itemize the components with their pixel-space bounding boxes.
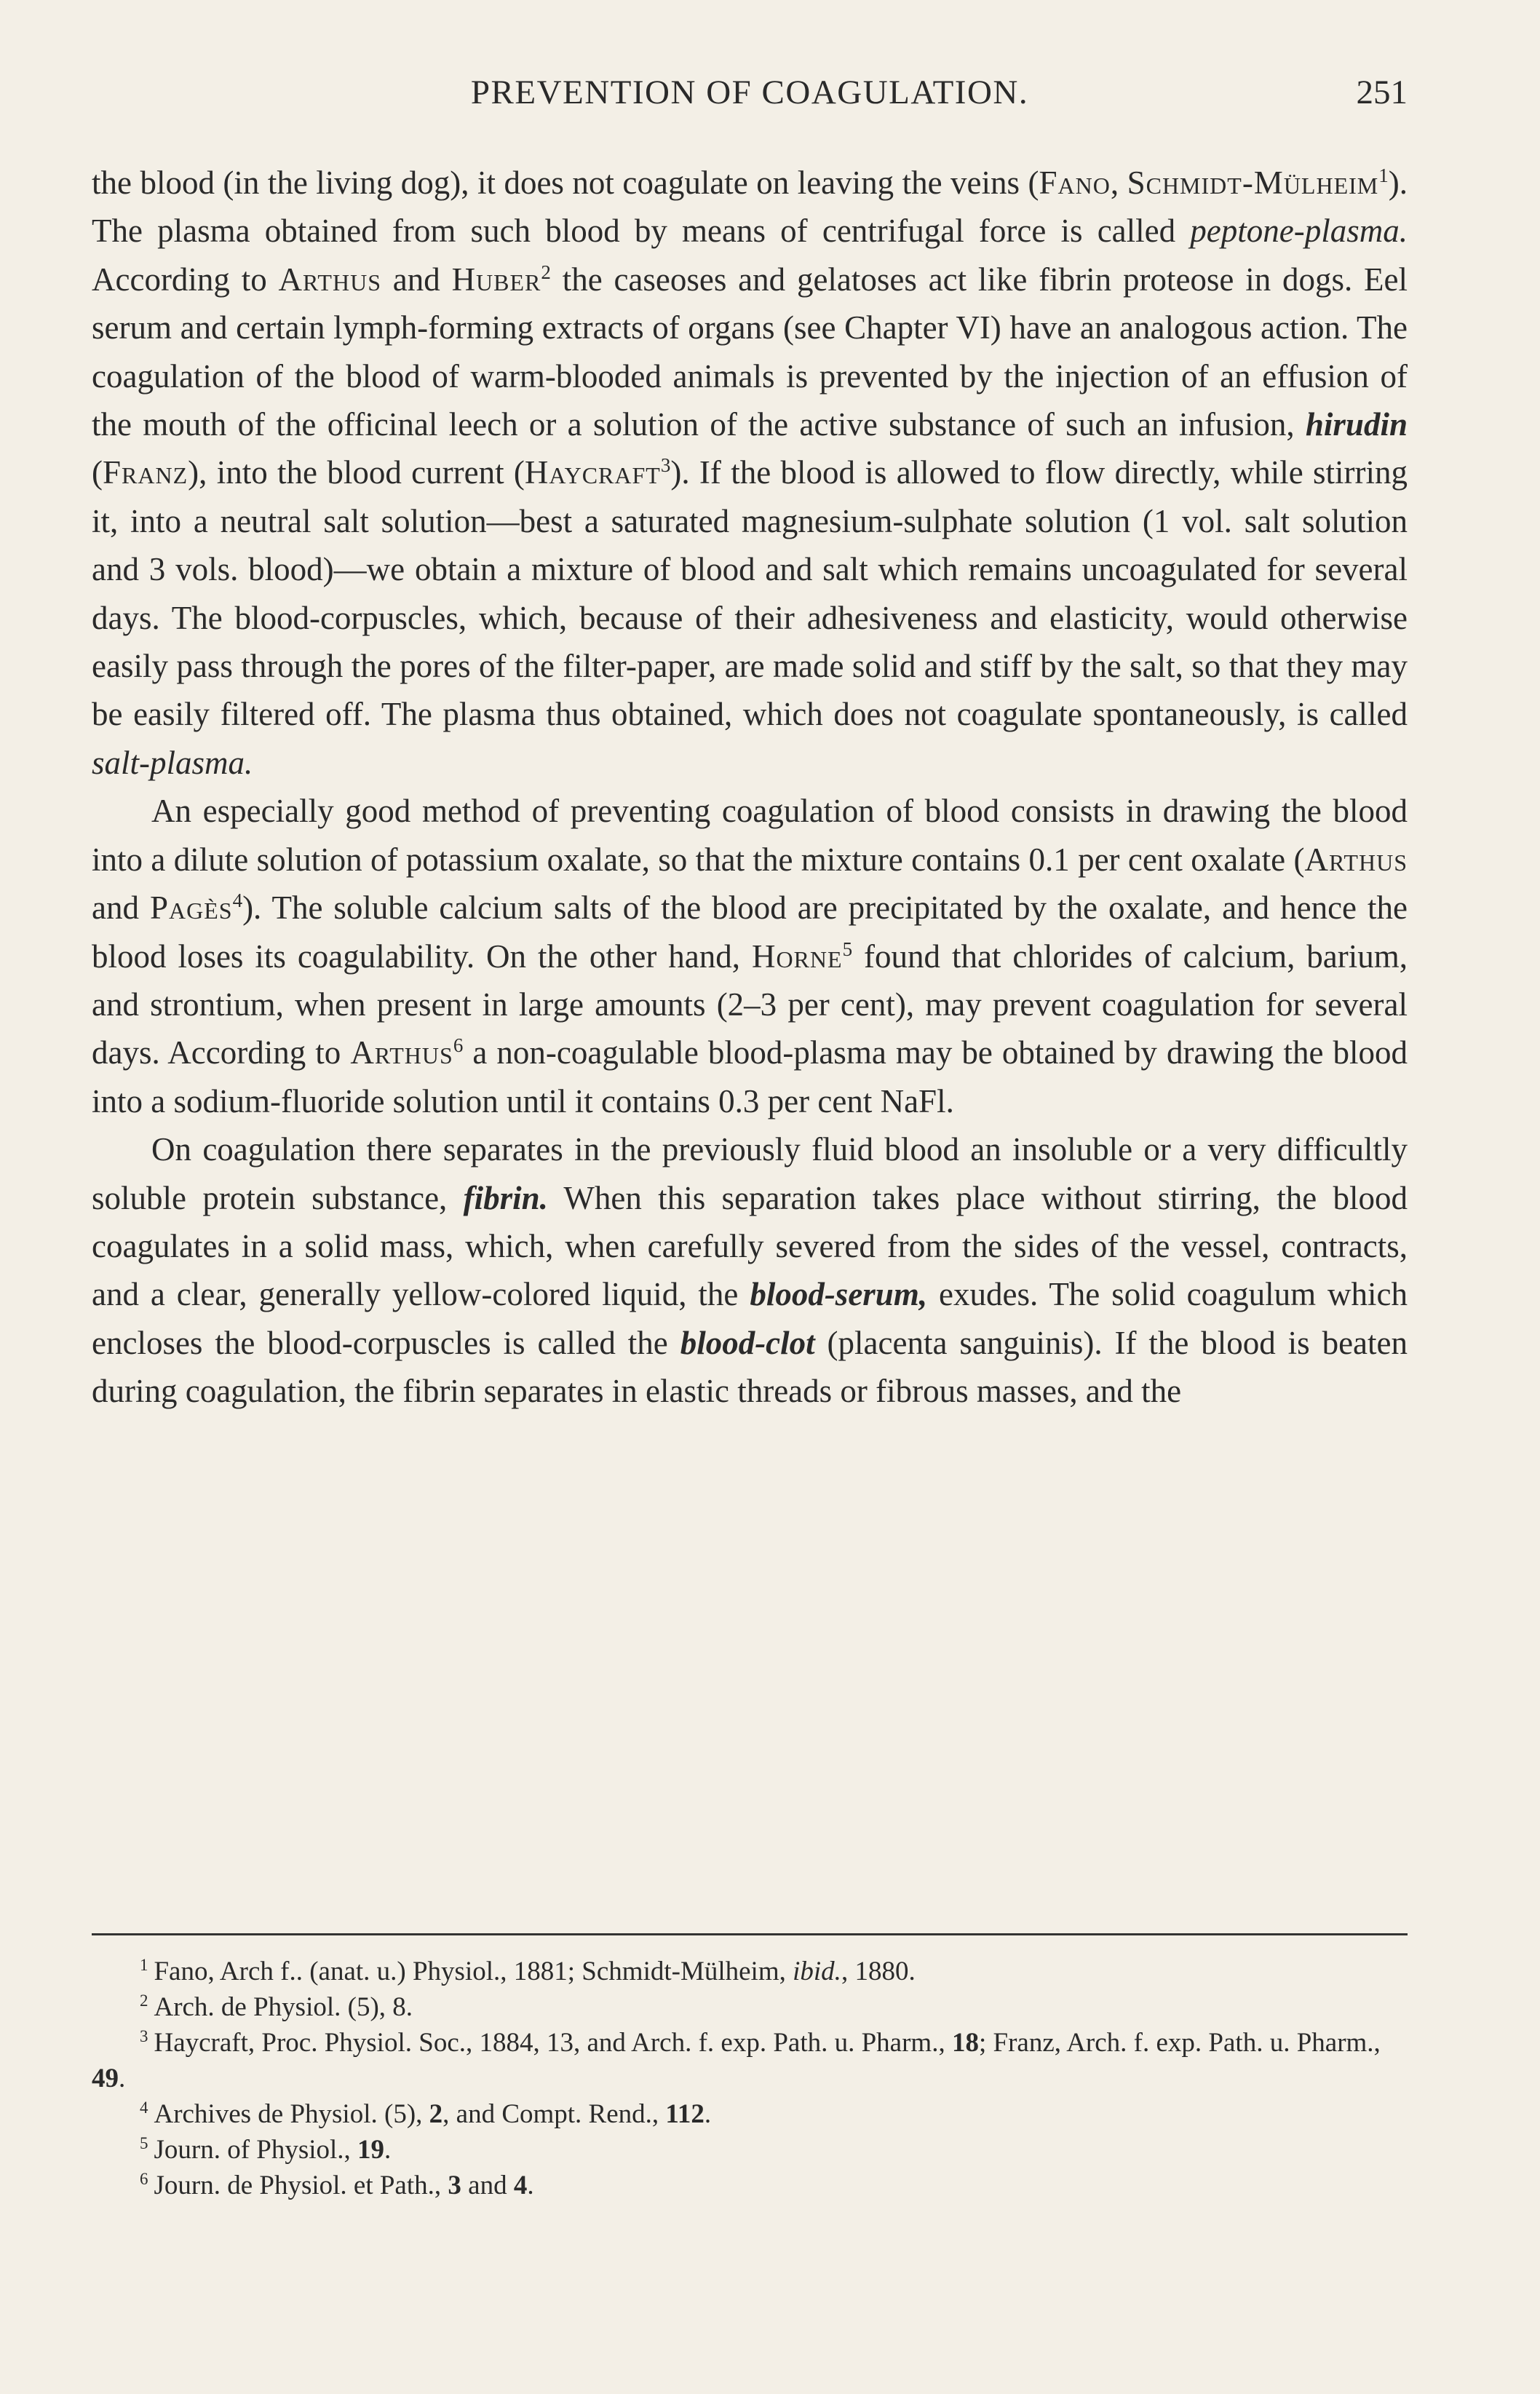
volume-number: 49 [92,2064,119,2093]
text-run: ), into the blood current ( [188,454,525,491]
running-title: PREVENTION OF COAGULATION. [470,74,1029,111]
footnote-ref: 2 [541,261,551,283]
footnote-number: 3 [140,2026,148,2045]
volume-number: 18 [951,2028,979,2058]
author-name: Horne [751,938,843,975]
footnote [92,2168,1408,2203]
text-run: Journ. of Physiol., [154,2135,358,2165]
emphasized-term: fibrin. [463,1179,548,1216]
text-run: and [461,2171,514,2200]
text-run: , and Compt. Rend., [442,2099,666,2129]
footnote-number: 4 [140,2098,148,2117]
author-name: Franz [103,454,188,491]
text-run: , [1110,165,1127,201]
volume-number: 2 [429,2099,443,2129]
paragraph [92,787,1408,1125]
footnote [92,1989,1408,2025]
footnote [92,1954,1408,1989]
footnote-ref: 1 [1378,165,1389,186]
text-run: ). If the blood is allowed to flow directly, while stirring it, into a neutral salt solution—best a saturated magnesium-sulphate solution (1 vol. salt solution and 3 vols. blood)—we obtain a mixture of blood and salt which remains uncoagulated for several days. The blood-corpuscles, which, because of their adhesiveness and elasticity, would otherwise easily pass through the pores of the filter-paper, are made solid and stiff by the salt, so that they may be easily filtered off. The plasma thus obtained, which does not coagulate spontaneously, is called [92,454,1408,733]
italic-text: peptone-plasma. [1190,213,1408,250]
footnote-number: 5 [140,2133,148,2152]
emphasized-term: hirudin [1305,406,1408,443]
volume-number: 112 [665,2099,704,2129]
footnote-ref: 5 [842,938,853,960]
text-run: . [704,2099,712,2129]
text-run: and [381,261,452,298]
author-name: Fano [1039,165,1111,201]
text-run: , 1880. [841,1957,916,1986]
text-run: Journ. de Physiol. et Path., [154,2171,448,2200]
page-header [92,67,1408,118]
body-text [92,159,1408,1416]
text-run: ). The plasma obtained from such blood by means of centrifugal force is called [92,165,1408,250]
footnote-number: 1 [140,1955,148,1974]
footnote-number: 2 [140,1991,148,2010]
text-run: the caseoses and gelatoses act like fibrin proteose in dogs. Eel serum and certain lymph-forming extracts of organs (see Chapter VI) have an analogous action. The coagulation of the blood of warm-blooded animals is prevented by the injection of an effusion of the mouth of the officinal leech or a solution of the active substance of such an infusion, [92,261,1408,443]
text-run: An especially good method of preventing coagulation of blood consists in drawing the blood into a dilute solution of potassium oxalate, so that the mixture contains 0.1 per cent oxalate ( [92,793,1408,878]
volume-number: 4 [513,2171,528,2200]
footnote [92,2132,1408,2168]
text-run: ( [92,454,103,491]
author-name: Schmidt-Mülheim [1127,165,1379,201]
italic-text: ibid. [793,1957,841,1986]
text-run: Archives de Physiol. (5), [154,2099,429,2129]
author-name: Arthus [1304,841,1408,878]
text-run: and [92,889,150,927]
footnote-divider [92,1933,1408,1935]
text-run: Arch. de Physiol. (5), 8. [154,1992,413,2022]
text-run: According to [92,261,279,298]
emphasized-term: blood-clot [680,1324,815,1361]
text-run: the blood (in the living dog), it does not coagulate on leaving the veins ( [92,165,1039,201]
footnote [92,2025,1408,2096]
paragraph [92,1125,1408,1415]
footnotes [92,1954,1408,2203]
volume-number: 19 [357,2135,385,2165]
footnote-number: 6 [140,2169,148,2188]
page-number: 251 [1356,74,1408,111]
text-run: When this separation takes place without stirring, the blood coagulates in a solid mass, which, when carefully severed from the sides of the vessel, contracts, and a clear, generally yellow-colored liquid, the [92,1179,1408,1313]
volume-number: 3 [448,2171,461,2200]
text-run: exudes. The solid coagulum which encloses the blood-corpuscles is called the [92,1276,1408,1361]
text-run: Haycraft, Proc. Physiol. Soc., 1884, 13, and Arch. f. exp. Path. u. Pharm., [154,2028,952,2058]
footnote [92,2096,1408,2132]
footnote-ref: 3 [660,454,671,477]
author-name: Pagès [149,889,233,927]
text-run: On coagulation there separates in the previously fluid blood an insoluble or a very difficultly soluble protein substance, [92,1131,1408,1216]
italic-text: salt-plasma. [92,744,253,781]
text-run: . [527,2171,534,2200]
text-run: ; Franz, Arch. f. exp. Path. u. Pharm., [978,2028,1381,2058]
author-name: Huber [451,261,541,298]
text-run: found that chlorides of calcium, barium, and strontium, when present in large amounts (2–3 per cent), may prevent coagulation for several days. According to [92,938,1408,1071]
text-run: . [384,2135,392,2165]
footnote-ref: 6 [453,1034,464,1057]
author-name: Haycraft [524,454,661,491]
text-run: Fano, Arch f.. (anat. u.) Physiol., 1881; Schmidt-Mülheim, [154,1957,793,1986]
text-run: . [119,2064,126,2093]
author-name: Arthus [350,1034,453,1071]
footnote-ref: 4 [232,889,243,912]
text-run: a non-coagulable blood-plasma may be obtained by drawing the blood into a sodium-fluoride solution until it contains 0.3 per cent NaFl. [92,1034,1408,1119]
text-run: (placenta sanguinis). If the blood is beaten during coagulation, the fibrin separates in elastic threads or fibrous masses, and the [92,1324,1408,1410]
paragraph [92,159,1408,787]
emphasized-term: blood-serum, [750,1276,928,1313]
text-run: ). The soluble calcium salts of the blood are precipitated by the oxalate, and hence the blood loses its coagulability. On the other hand, [92,889,1408,975]
author-name: Arthus [278,261,381,298]
